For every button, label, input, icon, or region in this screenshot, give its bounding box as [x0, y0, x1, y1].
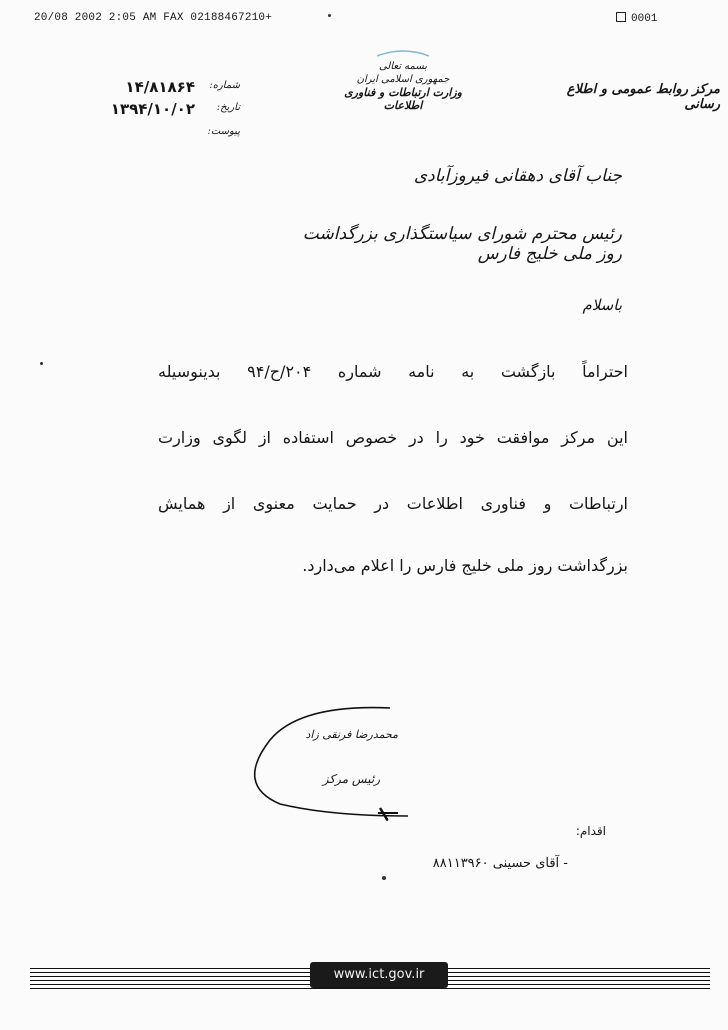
fax-page-number [616, 12, 657, 25]
action-item: - آقای حسینی ۸۸۱۱۳۹۶۰ [432, 856, 568, 871]
fax-page-value: 0001 [631, 13, 658, 25]
recipient-line-2: رئیس محترم شورای سیاستگذاری بزرگداشت روز ملی خلیج فارس [302, 224, 622, 264]
emblem [338, 46, 468, 112]
action-label: اقدام: [575, 824, 606, 838]
emblem-line-2: جمهوری اسلامی ایران [356, 74, 450, 85]
speck-dot [40, 362, 43, 365]
recipient-line-1: جناب آقای دهقانی فیروزآبادی [413, 166, 622, 186]
footer-rule [30, 988, 710, 989]
speck-dot [382, 876, 386, 880]
emblem-line-3: وزارت ارتباطات و فناوری اطلاعات [344, 86, 462, 112]
body-line-1: احتراماً بازگشت به نامه شماره ۲۰۴/ح/۹۴ بدینوسیله [158, 362, 629, 381]
letter-date: ۱۳۹۴/۱۰/۰۲ [110, 100, 195, 118]
fax-page-icon [616, 12, 626, 22]
number-label: شماره: [209, 80, 240, 91]
website-badge[interactable]: www.ict.gov.ir [310, 962, 448, 988]
body-line-3: ارتباطات و فناوری اطلاعات در حمایت معنوی از همایش [158, 494, 628, 513]
emblem-line-1: بسمه تعالی [378, 61, 428, 72]
body-line-4: بزرگداشت روز ملی خلیج فارس را اعلام می‌دارد. [302, 556, 628, 575]
body-line-2: این مرکز موافقت خود را در خصوص استفاده از لگوی وزارت [158, 428, 628, 447]
date-label: تاریخ: [216, 102, 240, 113]
signatory-name: محمدرضا فرنقی زاد [305, 728, 398, 741]
signature-scribble-icon [240, 700, 440, 830]
attachment-label: پیوست: [207, 126, 240, 137]
fax-header: 20/08 2002 2:05 AM FAX 02188467210+ [34, 12, 273, 24]
emblem-logo-icon [373, 46, 433, 60]
speck-dot [328, 14, 331, 17]
letter-number: ۱۴/۸۱۸۶۴ [125, 78, 195, 96]
greeting: باسلام [582, 296, 622, 314]
center-name: مرکز روابط عمومی و اطلاع رسانی [566, 82, 720, 112]
signatory-title: رئیس مرکز [322, 772, 380, 786]
